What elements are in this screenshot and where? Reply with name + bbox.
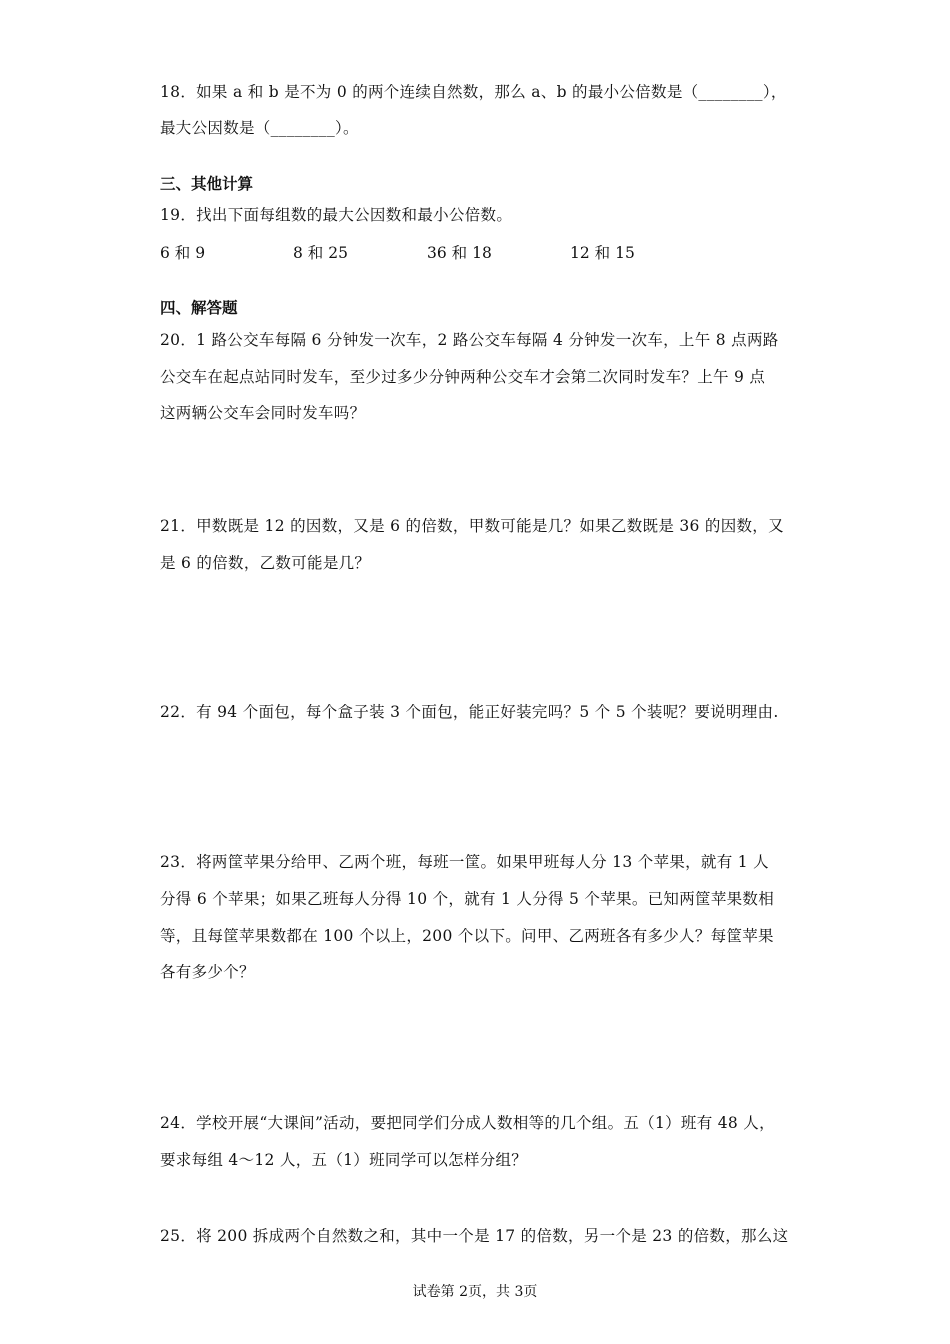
question-24-line-2: 要求每组 4～12 人，五（1）班同学可以怎样分组？ [160,1151,528,1169]
section-4-heading: 四、解答题 [160,299,238,317]
q19-item-4: 12 和 15 [570,244,635,262]
question-21-line-1: 21．甲数既是 12 的因数，又是 6 的倍数，甲数可能是几？如果乙数既是 36 的因数，又 [160,517,784,535]
question-25-line-1: 25．将 200 拆成两个自然数之和，其中一个是 17 的倍数，另一个是 23 的倍数，那么这 [160,1227,789,1245]
question-24-line-1: 24．学校开展“大课间”活动，要把同学们分成人数相等的几个组。五（1）班有 48 人， [160,1114,775,1132]
question-22-line-1: 22．有 94 个面包，每个盒子装 3 个面包，能正好装完吗？5 个 5 个装呢？要说明理由. [160,703,779,721]
question-18-line-1: 18．如果 a 和 b 是不为 0 的两个连续自然数，那么 a、b 的最小公倍数是（________）， [160,83,787,101]
page-footer: 试卷第 2页，共 3页 [412,1284,538,1300]
question-18-line-2: 最大公因数是（________）。 [160,119,359,137]
question-20-line-1: 20．1 路公交车每隔 6 分钟发一次车，2 路公交车每隔 4 分钟发一次车，上午 8 点两路 [160,331,779,349]
question-21-line-2: 是 6 的倍数，乙数可能是几？ [160,554,371,572]
question-20-line-2: 公交车在起点站同时发车，至少过多少分钟两种公交车才会第二次同时发车？上午 9 点 [160,368,766,386]
q19-item-3: 36 和 18 [427,244,492,262]
question-23-line-4: 各有多少个？ [160,963,255,981]
section-3-heading: 三、其他计算 [160,175,254,193]
question-23-line-3: 等，且每筐苹果数都在 100 个以上，200 个以下。问甲、乙两班各有多少人？每筐苹果 [160,927,774,945]
question-23-line-1: 23．将两筐苹果分给甲、乙两个班，每班一筐。如果甲班每人分 13 个苹果，就有 1 人 [160,853,769,871]
question-19-line-1: 19．找出下面每组数的最大公因数和最小公倍数。 [160,206,513,224]
q19-item-1: 6 和 9 [160,244,206,262]
question-23-line-2: 分得 6 个苹果；如果乙班每人分得 10 个，就有 1 人分得 5 个苹果。已知两筐苹果数相 [160,890,775,908]
q19-item-2: 8 和 25 [293,244,348,262]
question-20-line-3: 这两辆公交车会同时发车吗？ [160,404,366,422]
